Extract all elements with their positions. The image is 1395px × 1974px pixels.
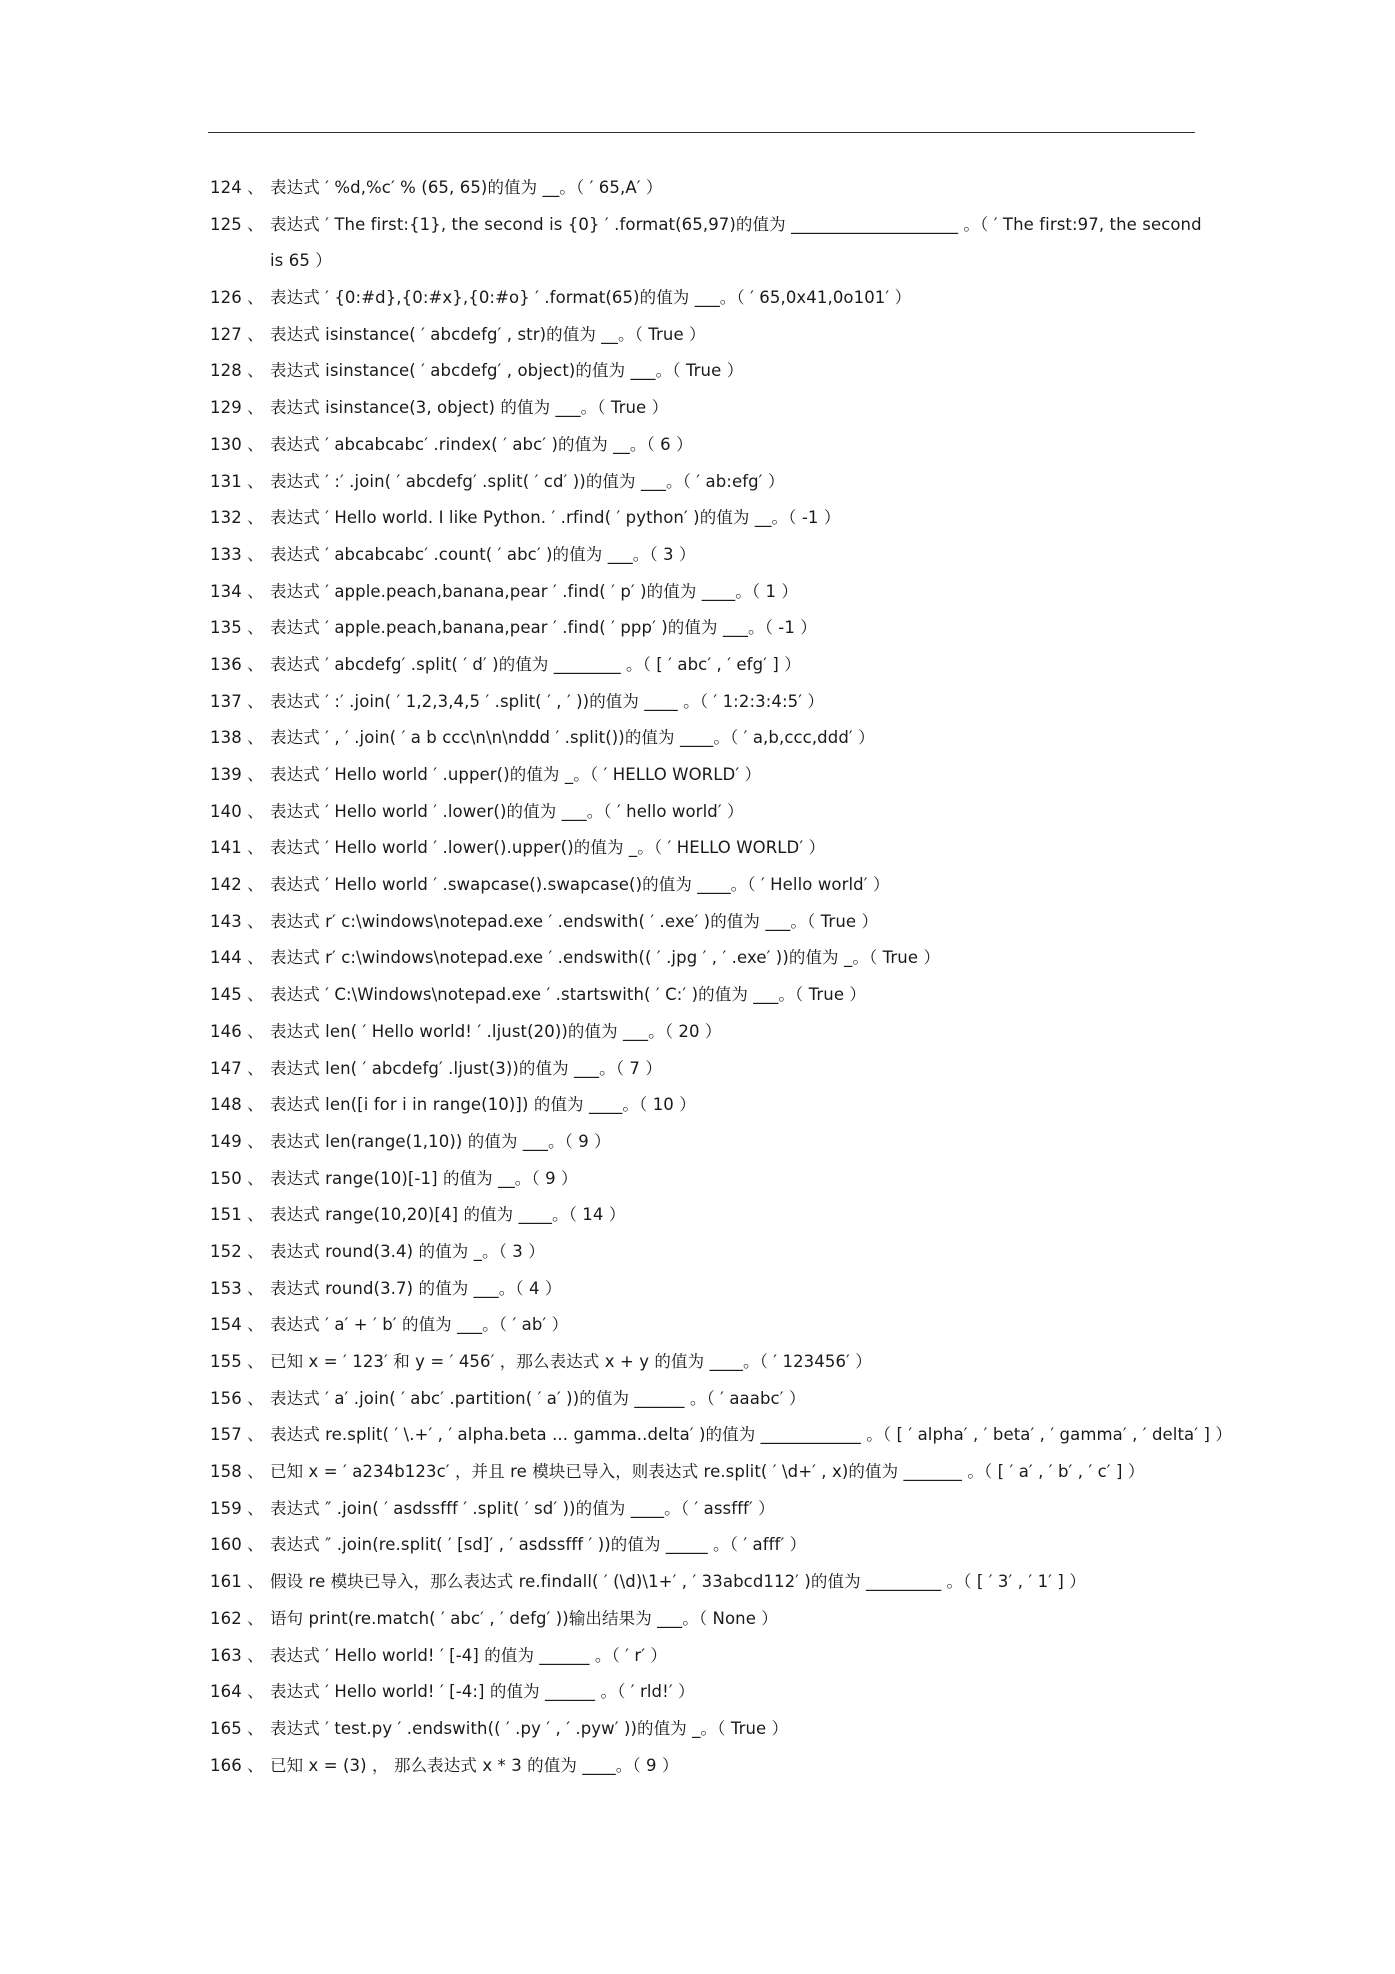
- question-line: [210, 977, 1290, 1014]
- question-line: [210, 427, 1290, 464]
- question-line: [210, 1161, 1290, 1198]
- question-number: 154 、: [210, 1315, 264, 1335]
- question-text: 表达式 r′ c:\windows\notepad.exe ′ .endswith(( ′ .jpg ′ , ′ .exe′ ))的值为 _。（ True ）: [270, 948, 941, 968]
- question-number: 147 、: [210, 1058, 264, 1078]
- question-line: [210, 1417, 1290, 1454]
- question-text: 表达式 ″ .join(re.split( ′ [sd]′ , ′ asdssfff ′ ))的值为 _____ 。（ ′ afff′ ）: [270, 1535, 807, 1555]
- question-text: 表达式 round(3.7) 的值为 ___。（ 4 ）: [270, 1278, 562, 1298]
- question-number: 140 、: [210, 801, 264, 821]
- question-text: 表达式 r′ c:\windows\notepad.exe ′ .endswith( ′ .exe′ )的值为 ___。（ True ）: [270, 911, 879, 931]
- question-text: 表达式 ′ :′ .join( ′ 1,2,3,4,5 ′ .split( ′ , ′ ))的值为 ____ 。（ ′ 1:2:3:4:5′ ）: [270, 691, 825, 711]
- question-number: 149 、: [210, 1131, 264, 1151]
- question-number: 130 、: [210, 434, 264, 454]
- question-line: [210, 243, 1290, 280]
- question-number: 132 、: [210, 508, 264, 528]
- question-line: [210, 1344, 1290, 1381]
- question-line: [210, 1014, 1290, 1051]
- question-line: [210, 1638, 1290, 1675]
- question-line: [210, 353, 1290, 390]
- question-text: 表达式 ′ abcabcabc′ .rindex( ′ abc′ )的值为 __。（ 6 ）: [270, 434, 693, 454]
- question-number: 159 、: [210, 1498, 264, 1518]
- question-line: [210, 720, 1290, 757]
- question-line: [210, 1307, 1290, 1344]
- question-text: 表达式 range(10)[-1] 的值为 __。（ 9 ）: [270, 1168, 578, 1188]
- question-number: 127 、: [210, 324, 264, 344]
- question-text: 表达式 ′ Hello world ′ .lower().upper()的值为 _。（ ′ HELLO WORLD′ ）: [270, 838, 826, 858]
- question-text: 表达式 ′ apple.peach,banana,pear ′ .find( ′ p′ )的值为 ____。（ 1 ）: [270, 581, 799, 601]
- question-line: [210, 940, 1290, 977]
- question-text: 表达式 ′ :′ .join( ′ abcdefg′ .split( ′ cd′ ))的值为 ___。（ ′ ab:efg′ ）: [270, 471, 785, 491]
- question-number: 135 、: [210, 618, 264, 638]
- question-line: [210, 170, 1290, 207]
- question-number: 158 、: [210, 1462, 264, 1482]
- question-text: 已知 x = ′ 123′ 和 y = ′ 456′ ，那么表达式 x + y 的值为 ____。（ ′ 123456′ ）: [270, 1352, 872, 1371]
- question-text: is 65 ）: [270, 251, 332, 271]
- question-list: [210, 170, 1290, 1784]
- question-text: 表达式 len( ′ Hello world! ′ .ljust(20))的值为 ___。（ 20 ）: [270, 1021, 722, 1041]
- question-number: 141 、: [210, 838, 264, 858]
- question-line: [210, 1197, 1290, 1234]
- question-text: 表达式 ′ {0:#d},{0:#x},{0:#o} ′ .format(65)的值为 ___。（ ′ 65,0x41,0o101′ ）: [270, 288, 912, 308]
- question-line: [210, 1454, 1290, 1491]
- question-line: [210, 610, 1290, 647]
- question-text: 表达式 ′ a′ .join( ′ abc′ .partition( ′ a′ ))的值为 ______ 。（ ′ aaabc′ ）: [270, 1388, 806, 1408]
- question-line: [210, 1124, 1290, 1161]
- question-number: 124 、: [210, 178, 264, 197]
- question-number: 145 、: [210, 985, 264, 1005]
- question-text: 表达式 re.split( ′ \.+′ , ′ alpha.beta ... gamma..delta′ )的值为 ____________ 。（ [ ′ alpha′ , ′ beta′ , ′ gamma′ , ′ delta′ ] ）: [270, 1425, 1232, 1445]
- question-text: 表达式 ′ abcabcabc′ .count( ′ abc′ )的值为 ___。（ 3 ）: [270, 544, 696, 564]
- question-line: [210, 1564, 1290, 1601]
- question-number: 160 、: [210, 1535, 264, 1555]
- question-line: [210, 1271, 1290, 1308]
- question-number: 125 、: [210, 214, 264, 234]
- question-number: 143 、: [210, 911, 264, 931]
- question-number: 139 、: [210, 765, 264, 784]
- question-text: 表达式 len( ′ abcdefg′ .ljust(3))的值为 ___。（ 7 ）: [270, 1058, 662, 1078]
- question-text: 表达式 ′ Hello world! ′ [-4] 的值为 ______ 。（ ′ r′ ）: [270, 1645, 668, 1665]
- question-number: 138 、: [210, 728, 264, 748]
- question-text: 表达式 ′ , ′ .join( ′ a b ccc\n\n\nddd ′ .split())的值为 ____。（ ′ a,b,ccc,ddd′ ）: [270, 728, 875, 748]
- question-text: 表达式 ′ a′ + ′ b′ 的值为 ___。（ ′ ab′ ）: [270, 1315, 569, 1335]
- question-text: 表达式 ′ Hello world ′ .lower()的值为 ___。（ ′ hello world′ ）: [270, 801, 744, 821]
- question-text: 表达式 ′ Hello world ′ .upper()的值为 _。（ ′ HELLO WORLD′ ）: [270, 765, 762, 784]
- question-line: [210, 280, 1290, 317]
- question-number: 142 、: [210, 875, 264, 895]
- question-line: [210, 390, 1290, 427]
- question-line: [210, 1051, 1290, 1088]
- question-text: 表达式 ′ apple.peach,banana,pear ′ .find( ′ ppp′ )的值为 ___。（ -1 ）: [270, 618, 817, 638]
- question-number: 164 、: [210, 1682, 264, 1702]
- question-number: 148 、: [210, 1095, 264, 1115]
- question-number: 126 、: [210, 288, 264, 308]
- question-number: 137 、: [210, 691, 264, 711]
- question-line: [210, 1527, 1290, 1564]
- question-text: 表达式 round(3.4) 的值为 _。（ 3 ）: [270, 1241, 545, 1261]
- question-line: [210, 464, 1290, 501]
- question-text: 已知 x = ′ a234b123c′ ，并且 re 模块已导入，则表达式 re.split( ′ \d+′ , x)的值为 _______ 。（ [ ′ a′ , ′ b′ , ′ c′ ] ）: [270, 1462, 1145, 1482]
- question-number: 165 、: [210, 1718, 264, 1738]
- question-number: 156 、: [210, 1388, 264, 1408]
- question-line: [210, 317, 1290, 354]
- question-line: [210, 757, 1290, 794]
- header-rule: [208, 132, 1195, 133]
- question-line: [210, 1491, 1290, 1528]
- question-line: [210, 1234, 1290, 1271]
- question-number: 161 、: [210, 1572, 264, 1592]
- question-number: 153 、: [210, 1278, 264, 1298]
- question-number: 128 、: [210, 361, 264, 381]
- question-number: 133 、: [210, 544, 264, 564]
- question-line: [210, 1601, 1290, 1638]
- question-text: 表达式 len([i for i in range(10)]) 的值为 ____。（ 10 ）: [270, 1095, 696, 1115]
- question-text: 表达式 ′ C:\Windows\notepad.exe ′ .startswith( ′ C:′ )的值为 ___。（ True ）: [270, 985, 867, 1005]
- question-line: [210, 537, 1290, 574]
- question-text: 表达式 isinstance(3, object) 的值为 ___。（ True ）: [270, 398, 669, 418]
- question-text: 表达式 len(range(1,10)) 的值为 ___。（ 9 ）: [270, 1131, 611, 1151]
- question-number: 146 、: [210, 1021, 264, 1041]
- question-number: 144 、: [210, 948, 264, 968]
- question-line: [210, 867, 1290, 904]
- question-number: 152 、: [210, 1241, 264, 1261]
- question-number: 162 、: [210, 1608, 264, 1628]
- question-number: 134 、: [210, 581, 264, 601]
- question-number: 157 、: [210, 1425, 264, 1445]
- question-text: 表达式 ′ Hello world! ′ [-4:] 的值为 ______ 。（ ′ rld!′ ）: [270, 1682, 695, 1702]
- question-line: [210, 1674, 1290, 1711]
- question-number: 136 、: [210, 654, 264, 674]
- question-line: [210, 1748, 1290, 1785]
- question-number: 166 、: [210, 1755, 264, 1775]
- question-text: 表达式 ′ Hello world. I like Python. ′ .rfind( ′ python′ )的值为 __。（ -1 ）: [270, 508, 841, 528]
- question-text: 语句 print(re.match( ′ abc′ , ′ defg′ ))输出结果为 ___。（ None ）: [270, 1608, 778, 1628]
- question-text: 已知 x = (3) ， 那么表达式 x * 3 的值为 ____。（ 9 ）: [270, 1755, 679, 1775]
- question-number: 163 、: [210, 1645, 264, 1665]
- question-text: 假设 re 模块已导入，那么表达式 re.findall( ′ (\d)\1+′ , ′ 33abcd112′ )的值为 _________ 。（ [ ′ 3′ , ′ 1′ ] ）: [270, 1572, 1086, 1592]
- question-text: 表达式 isinstance( ′ abcdefg′ , object)的值为 ___。（ True ）: [270, 361, 744, 381]
- question-text: 表达式 ′ test.py ′ .endswith(( ′ .py ′ , ′ .pyw′ ))的值为 _。（ True ）: [270, 1718, 789, 1738]
- question-number: 151 、: [210, 1205, 264, 1225]
- question-line: [210, 574, 1290, 611]
- question-number: 129 、: [210, 398, 264, 418]
- question-line: [210, 647, 1290, 684]
- question-line: [210, 1711, 1290, 1748]
- question-line: [210, 794, 1290, 831]
- question-line: [210, 684, 1290, 721]
- question-line: [210, 1087, 1290, 1124]
- question-text: 表达式 ′ The first:{1}, the second is {0} ′ .format(65,97)的值为 ____________________ 。（ ′ The first:97, the second: [270, 214, 1202, 234]
- question-line: [210, 207, 1290, 244]
- question-number: 155 、: [210, 1352, 264, 1371]
- question-number: 150 、: [210, 1168, 264, 1188]
- question-text: 表达式 ′ Hello world ′ .swapcase().swapcase()的值为 ____。（ ′ Hello world′ ）: [270, 875, 890, 895]
- question-text: 表达式 range(10,20)[4] 的值为 ____。（ 14 ）: [270, 1205, 626, 1225]
- question-line: [210, 500, 1290, 537]
- question-text: 表达式 ″ .join( ′ asdssfff ′ .split( ′ sd′ ))的值为 ____。（ ′ assfff′ ）: [270, 1498, 775, 1518]
- question-line: [210, 1381, 1290, 1418]
- question-line: [210, 830, 1290, 867]
- question-number: 131 、: [210, 471, 264, 491]
- question-text: 表达式 isinstance( ′ abcdefg′ , str)的值为 __。（ True ）: [270, 324, 706, 344]
- question-line: [210, 904, 1290, 941]
- question-text: 表达式 ′ abcdefg′ .split( ′ d′ )的值为 ________ 。（ [ ′ abc′ , ′ efg′ ] ）: [270, 654, 801, 674]
- question-text: 表达式 ′ %d,%c′ % (65, 65)的值为 __。（ ′ 65,A′ ）: [270, 178, 663, 197]
